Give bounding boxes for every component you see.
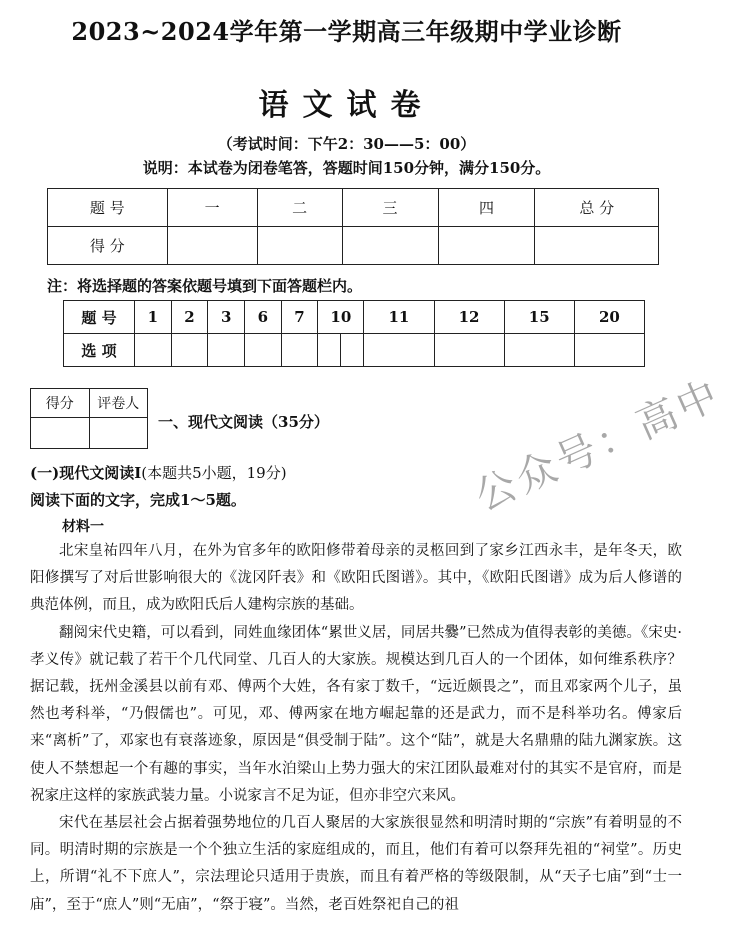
answer-table-choice-row — [64, 334, 645, 367]
question-number: 11 — [364, 301, 434, 334]
answer-table — [63, 300, 645, 367]
answer-cell[interactable] — [318, 334, 341, 367]
answer-cell[interactable] — [574, 334, 644, 367]
question-number: 6 — [245, 301, 282, 334]
score-table-header: 总 分 — [535, 189, 659, 227]
reading-passage — [30, 538, 682, 919]
watermark: 公众号：高中 — [468, 370, 729, 521]
score-table-header: 二 — [257, 189, 342, 227]
answer-cell[interactable] — [208, 334, 245, 367]
question-number: 3 — [208, 301, 245, 334]
answer-cell[interactable] — [341, 334, 364, 367]
score-cell[interactable] — [342, 227, 438, 265]
grader-name-cell[interactable] — [89, 418, 148, 449]
passage-paragraph: 宋代在基层社会占据着强势地位的几百人聚居的大家族很显然和明清时期的“宗族”有着明显的不同。明清时期的宗族是一个个独立生活的家庭组成的，而且，他们有着可以祭拜先祖的“祠堂”。历史上，所谓“礼不下庶人”，宗法理论只适用于贵族，而且有着严格的等级限制，从“天子七庙”到“士一庙”，至于“庶人”则“无庙”，“祭于寝”。当然，老百姓祭祀自己的祖 — [30, 815, 682, 913]
part-heading — [30, 462, 287, 483]
answer-cell[interactable] — [281, 334, 318, 367]
score-table — [47, 188, 659, 265]
question-number: 12 — [434, 301, 504, 334]
grader-score-label: 得分 — [31, 389, 90, 418]
score-table-header: 四 — [438, 189, 535, 227]
passage-paragraph: 翻阅宋代史籍，可以看到，同姓血缘团体“累世义居，同居共爨”已然成为值得表彰的美德。《宋史·孝义传》就记载了若干个几代同堂、几百人的大家族。规模达到几百人的一个团体，如何维系秩序？据记载，抚州金溪县以前有邓、傅两个大姓，各有家丁数千，“远近颇畏之”，而且邓家两个儿子，虽然也考科举，“乃假儒也”。可见，邓、傅两家在地方崛起靠的还是武力，而不是科举功名。傅家后来“离析”了，邓家也有衰落迹象，原因是“俱受制于陆”。这个“陆”，就是大名鼎鼎的陆九渊家族。这使人不禁想起一个有趣的事实，当年水泊梁山上势力强大的宋江团队最难对付的其实不是官府，而是祝家庄这样的家族武装力量。小说家言不足为证，但亦非空穴来风。 — [30, 624, 682, 804]
grader-box — [30, 388, 148, 449]
score-cell[interactable] — [257, 227, 342, 265]
paper-title: 语文试卷 — [258, 88, 435, 123]
question-number: 7 — [281, 301, 318, 334]
grader-box-header-row — [31, 389, 148, 418]
question-number: 1 — [135, 301, 172, 334]
exam-time: （考试时间：下午2：30——5：00） — [217, 135, 476, 153]
answer-table-number-label: 题 号 — [64, 301, 135, 334]
answer-table-choice-label: 选 项 — [64, 334, 135, 367]
exam-instructions: 说明：本试卷为闭卷笔答，答题时间150分钟，满分150分。 — [142, 159, 551, 177]
answer-note: 注：将选择题的答案依题号填到下面答题栏内。 — [47, 277, 363, 295]
score-table-header-row — [48, 189, 659, 227]
score-cell[interactable] — [438, 227, 535, 265]
answer-cell[interactable] — [135, 334, 172, 367]
answer-cell[interactable] — [504, 334, 574, 367]
score-table-score-row — [48, 227, 659, 265]
answer-table-number-row — [64, 301, 645, 334]
part-heading-title: (一)现代文阅读Ⅰ — [30, 464, 142, 482]
section-heading: 一、现代文阅读（35分） — [158, 413, 329, 431]
question-number: 10 — [318, 301, 364, 334]
part-heading-info: (本题共5小题，19分) — [141, 464, 287, 482]
grader-score-cell[interactable] — [31, 418, 90, 449]
score-row-label: 得 分 — [48, 227, 168, 265]
grader-box-blank-row — [31, 418, 148, 449]
passage-paragraph: 北宋皇祐四年八月，在外为官多年的欧阳修带着母亲的灵柩回到了家乡江西永丰，是年冬天，欧阳修撰写了对后世影响很大的《泷冈阡表》和《欧阳氏图谱》。其中，《欧阳氏图谱》成为后人修谱的典范体例，而且，成为欧阳氏后人建构宗族的基础。 — [30, 543, 682, 614]
question-number: 2 — [171, 301, 208, 334]
question-number: 20 — [574, 301, 644, 334]
grader-name-label: 评卷人 — [89, 389, 148, 418]
score-cell[interactable] — [167, 227, 257, 265]
score-table-header: 一 — [167, 189, 257, 227]
score-table-header: 三 — [342, 189, 438, 227]
answer-cell[interactable] — [364, 334, 434, 367]
score-cell[interactable] — [535, 227, 659, 265]
answer-cell[interactable] — [245, 334, 282, 367]
answer-cell[interactable] — [171, 334, 208, 367]
answer-cell[interactable] — [434, 334, 504, 367]
reading-direction: 阅读下面的文字，完成1～5题。 — [30, 491, 246, 509]
question-number: 15 — [504, 301, 574, 334]
exam-title: 2023~2024学年第一学期高三年级期中学业诊断 — [71, 17, 622, 46]
material-label: 材料一 — [62, 519, 104, 535]
score-table-header: 题 号 — [48, 189, 168, 227]
